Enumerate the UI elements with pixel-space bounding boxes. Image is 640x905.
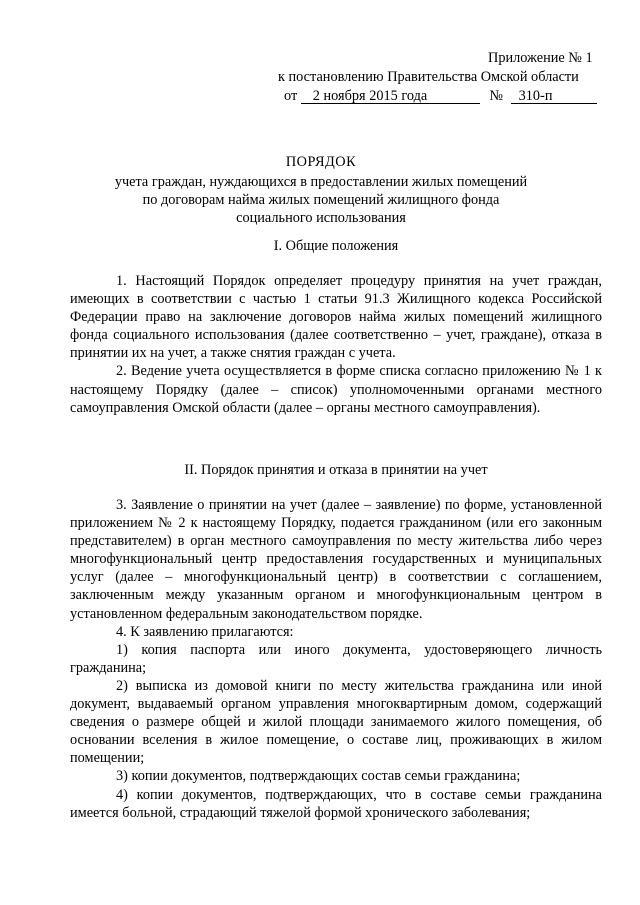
title-main: ПОРЯДОК: [285, 154, 357, 170]
paragraph: 2. Ведение учета осуществляется в форме списка согласно приложению № 1 к настоящему Порядку (далее – список) уполномоченными органами местного самоуправления Омской области (далее – органы местного самоуправления).: [70, 363, 602, 416]
paragraph: 4. К заявлению прилагаются:: [116, 623, 294, 640]
section-general-body: [70, 272, 602, 417]
document-title: [108, 153, 534, 227]
number-label: №: [489, 88, 504, 104]
appendix-title: Приложение № 1: [488, 50, 593, 66]
paragraph: 3. Заявление о принятии на учет (далее – заявление) по форме, установленной приложением № 2 к настоящему Порядку, подается гражданином (или его законным представителем) в орган местного самоуправления по месту жительства либо через многофункциональный центр предоставления государственных и муниципальных услуг (далее – многофункциональный центр) в соответствии с соглашением, заключенным между указанным органом и многофункциональным центром в установленном федеральным законодательством порядке.: [70, 497, 602, 622]
list-item: 4) копии документов, подтверждающих, что в составе семьи гражданина имеется больной, страдающий тяжелой формой хронического заболевания;: [70, 786, 602, 821]
section-registration-body: [70, 496, 602, 822]
paragraph: 1. Настоящий Порядок определяет процедуру принятия на учет граждан, имеющих в соответствии с частью 1 статьи 91.3 Жилищного кодекса Российской Федерации право на заключение договоров найма жилых помещений жилищного фонда социального использования (далее соответственно – учет, граждане), отказа в принятии их на учет, а также снятия граждан с учета.: [70, 273, 602, 362]
date-prefix: от: [284, 88, 298, 104]
resolution-date: 2 ноября 2015 года: [301, 89, 480, 104]
section-heading-general: I. Общие положения: [273, 238, 399, 254]
title-subtitle: учета граждан, нуждающихся в предоставлении жилых помещений по договорам найма жилых помещений жилищного фонда социального использования: [114, 174, 528, 226]
section-heading-registration: II. Порядок принятия и отказа в принятии на учет: [184, 462, 488, 478]
resolution-number: 310-п: [511, 89, 597, 104]
list-item: 1) копия паспорта или иного документа, удостоверяющего личность гражданина;: [70, 641, 602, 676]
appendix-resolution: к постановлению Правительства Омской области: [278, 69, 579, 85]
list-item: 2) выписка из домовой книги по месту жительства гражданина или иной документ, выдаваемый органом управления многоквартирным домом, содержащий сведения о размере общей и жилой площади занимаемого жилого помещения, об основании вселения в жилое помещение, о составе лиц, проживающих в жилом помещении;: [70, 677, 602, 767]
appendix-date-line: [278, 87, 608, 106]
list-item: 3) копии документов, подтверждающих состав семьи гражданина;: [116, 768, 521, 785]
appendix-header: [278, 49, 608, 106]
